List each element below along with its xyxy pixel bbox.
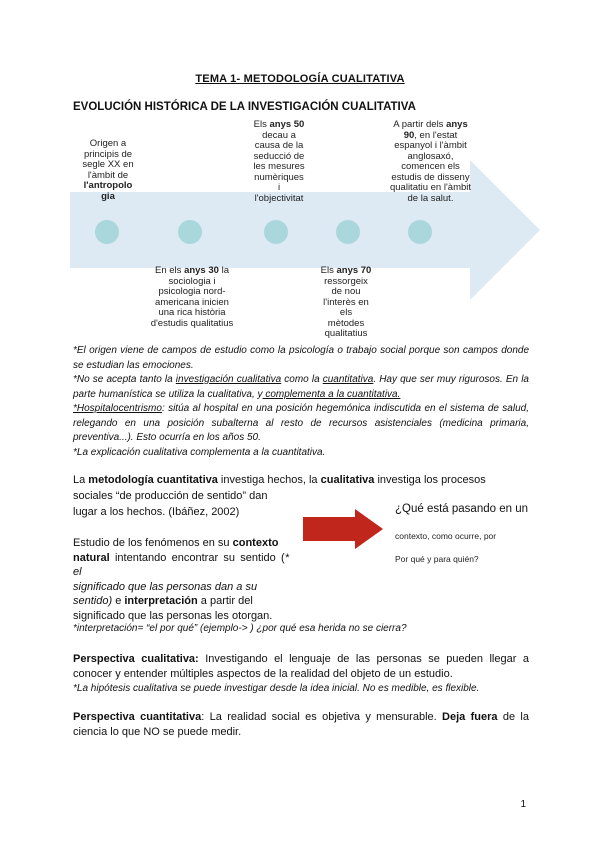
side-question-2: contexto, como ocurre, por	[395, 531, 497, 541]
paragraph-context: Estudio de los fenómenos en su contexto natural intentando encontrar su sentido (* el significado que las personas dan a su sentido) e interpretación a partir del significado que las personas les otorgan.	[73, 537, 289, 622]
timeline-dot	[95, 220, 119, 244]
section-heading: EVOLUCIÓN HISTÓRICA DE LA INVESTIGACIÓN CUALITATIVA	[73, 101, 416, 113]
interpretation-note: *interpretación= “el por qué” (ejemplo-> ) ¿por qué esa herida no se cierra?	[73, 623, 407, 634]
side-question-3: Por qué y para quién?	[395, 554, 479, 564]
timeline-item-70s: Els anys 70 ressorgeix de nou l'interès en els mètodes qualitatius	[320, 265, 372, 339]
timeline-dot	[178, 220, 202, 244]
note-complement: *La explicación cualitativa complementa a la cuantitativa.	[73, 446, 326, 458]
paragraph-qualitative-perspective: Perspectiva cualitativa: Investigando el lenguaje de las personas se pueden llegar a conocer y entender múltiples aspectos de la realidad del objeto de un estudio.	[73, 653, 529, 680]
page-number: 1	[520, 799, 526, 810]
timeline-dot	[264, 220, 288, 244]
timeline-dot	[336, 220, 360, 244]
qualitative-hypothesis-note: *La hipótesis cualitativa se puede investigar desde la idea inicial. No es medible, es flexible.	[73, 683, 480, 694]
paragraph-quantitative-perspective: Perspectiva cuantitativa: La realidad social es objetiva y mensurable. Deja fuera de la ciencia lo que NO se puede medir.	[73, 711, 529, 738]
page-title: TEMA 1- METODOLOGÍA CUALITATIVA	[195, 73, 405, 85]
timeline-item-30s: En els anys 30 la sociologia i psicologia nord- americana inicien una rica història d'estudis qualitatius	[150, 265, 234, 329]
red-arrow-shape	[303, 509, 383, 549]
note-acceptance: *No se acepta tanto la investigación cualitativa como la cuantitativa. Hay que ser muy rigurosos. En la parte humanística se utiliza la cualitativa, y complementa a la cuantitativa.	[73, 374, 529, 400]
note-hospitalocentrismo: *Hospitalocentrismo: sitúa al hospital en una posición hegemónica indiscutida en el sistema de salud, relegando en una posición subalterna al resto de recursos asistenciales (medicina primaria, preventiva...). Esto ocurría en los años 50.	[73, 403, 529, 443]
notes-block	[73, 344, 529, 460]
paragraph-methodology: La metodología cuantitativa investiga hechos, la cualitativa investiga los procesos sociales “de producción de sentido” dan lugar a los hechos. (Ibáñez, 2002)	[73, 474, 486, 518]
side-question-1: ¿Qué está pasando en un	[395, 503, 528, 515]
timeline-item-50s: Els anys 50 decau a causa de la seducció de les mesures numèriques i l'objectivitat	[253, 119, 305, 204]
timeline-item-1900: Origen a principis de segle XX en l'àmbit de l'antropolo gia	[82, 138, 134, 202]
timeline-dot	[408, 220, 432, 244]
timeline-item-90s: A partir dels anys 90, en l'estat espanyol i l'àmbit anglosaxó, comencen els estudis de disseny qualitatiu en l'àmbit de la salut.	[389, 119, 472, 204]
note-origin: *El origen viene de campos de estudio como la psicología o trabajo social porque son campos donde se estudian las emociones.	[73, 345, 529, 371]
